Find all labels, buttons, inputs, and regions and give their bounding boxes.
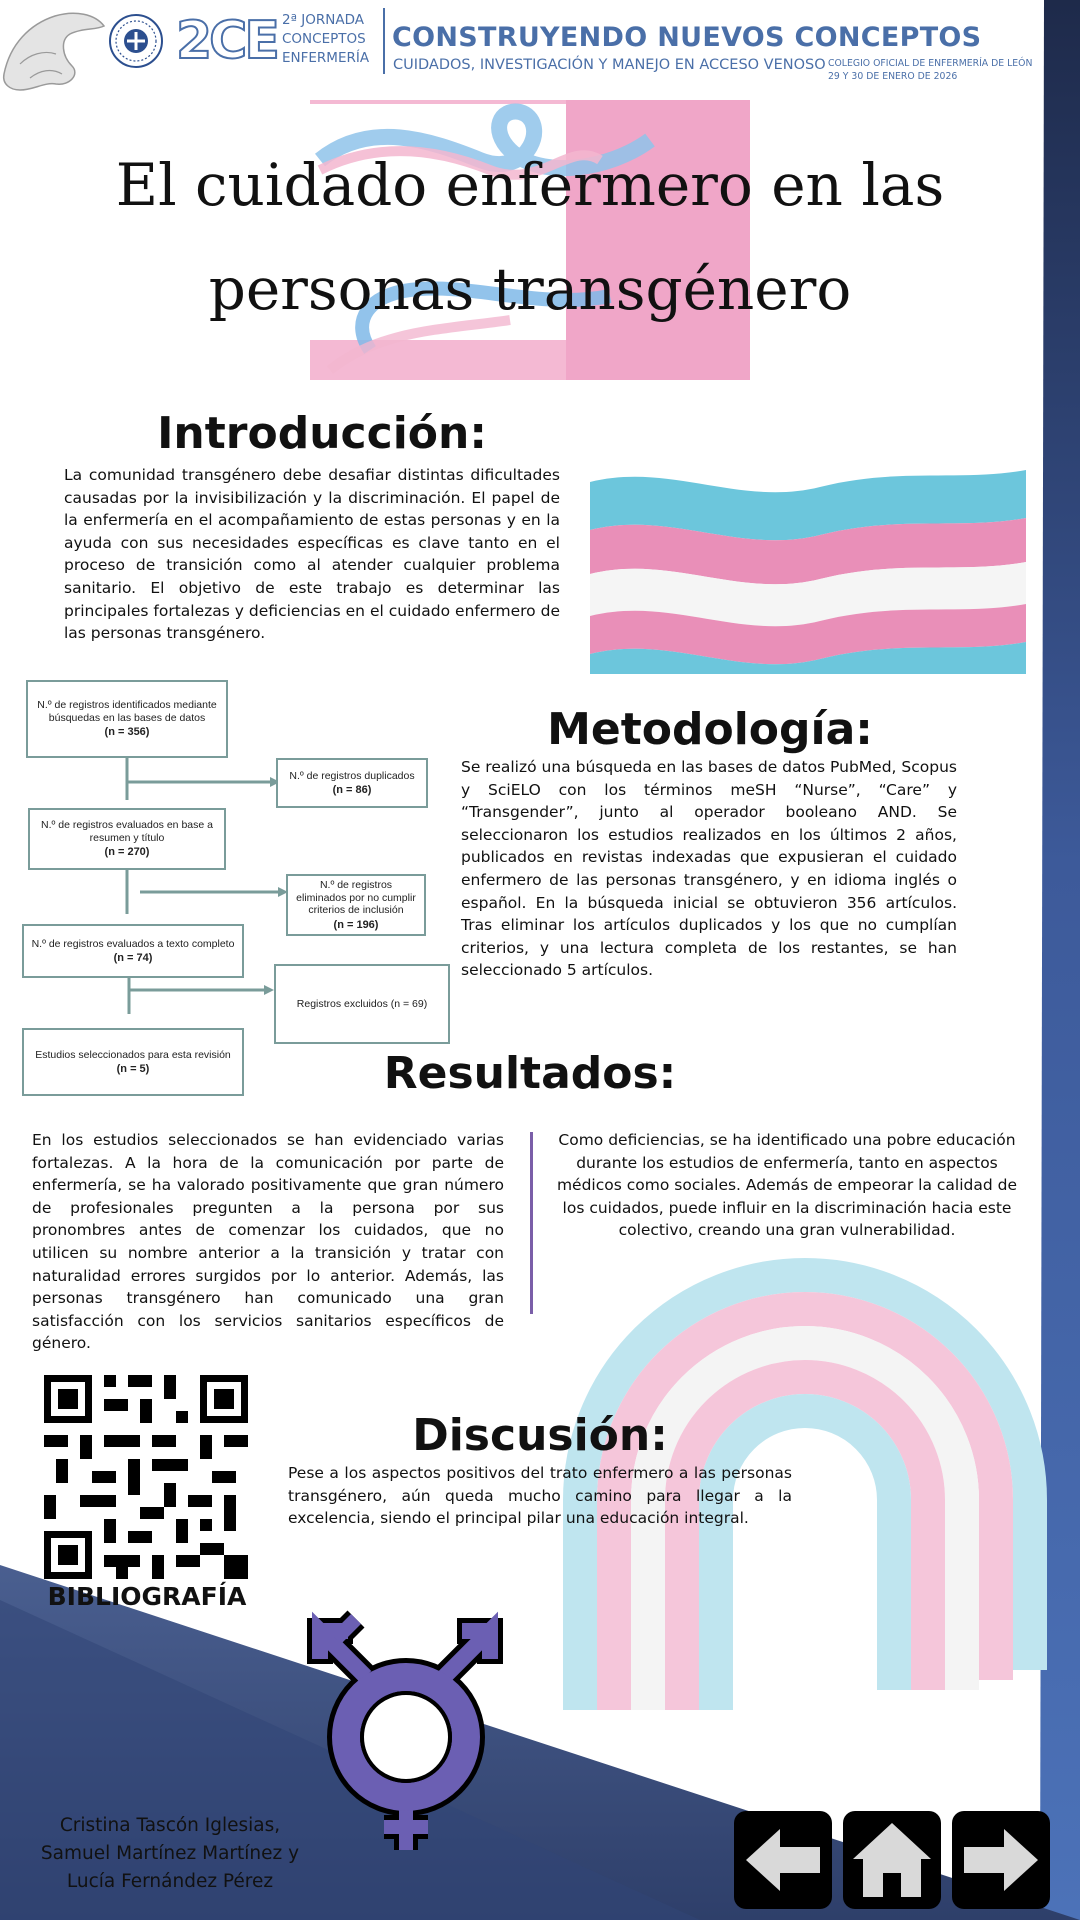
event-logo	[176, 12, 276, 72]
bibliografia-qr-code[interactable]	[44, 1375, 248, 1579]
flowchart-identified-count: (n = 356)	[104, 726, 150, 739]
bibliografia-label[interactable]: BIBLIOGRAFÍA	[47, 1582, 247, 1611]
author-3: Lucía Fernández Pérez	[66, 1871, 274, 1892]
introduccion-text: La comunidad transgénero debe desafiar distintas dificultades causadas por la invisibilización y la discriminación. El papel de la enfermería en el acompañamiento de estas personas y en la ayuda con sus necesidades específicas es clave tanto en el proceso de transición como al atender cualquier problema sanitario. El objetivo de este trabajo es determinar las principales fortalezas y deficiencias en el cuidado enfermero de las personas transgénero.	[64, 466, 560, 643]
event-logo-letters: 2CE	[176, 11, 277, 71]
home-button[interactable]	[843, 1811, 941, 1909]
college-seal-icon	[108, 12, 164, 70]
flowchart-box-fulltext	[22, 924, 244, 978]
flowchart-screened-label: N.º de registros evaluados en base a resumen y título	[41, 819, 213, 844]
discusion-text: Pese a los aspectos positivos del trato enfermero a las personas transgénero, aún queda mucho camino para llegar a la excelencia, siendo el principal pilar una educación integral.	[288, 1464, 792, 1528]
flowchart-box-screened	[28, 808, 226, 870]
jornada-line-1: 2ª JORNADA	[282, 12, 364, 28]
hands-illustration	[0, 4, 108, 92]
flowchart-box-identified	[26, 680, 228, 758]
flowchart-selected-count: (n = 5)	[116, 1063, 150, 1075]
metodologia-heading: Metodología:	[547, 704, 873, 755]
flowchart-box-duplicates	[276, 758, 428, 808]
flowchart-duplicates-count: (n = 86)	[332, 784, 372, 796]
jornada-line-3: ENFERMERÍA	[282, 50, 370, 66]
resultados-right-text: Como deficiencias, se ha identificado una pobre educación durante los estudios de enfermería, tanto en aspectos médicos como sociales. Además de empeorar la calidad de los cuidados, puede influir en la discriminación hacia este colectivo, creando una gran vulnerabilidad.	[556, 1131, 1018, 1240]
poster-title-line-1: El cuidado enfermero en las	[115, 151, 945, 219]
event-dates: 29 Y 30 DE ENERO DE 2026	[828, 71, 958, 82]
author-2: Samuel Martínez Martínez y	[40, 1843, 300, 1864]
prev-page-button[interactable]	[734, 1811, 832, 1909]
flowchart-box-selected	[22, 1028, 244, 1096]
jornada-line-2: CONCEPTOS	[282, 31, 366, 47]
authors-block	[20, 1812, 320, 1896]
poster-title-line-2: personas transgénero	[208, 255, 852, 323]
flowchart-identified-label: N.º de registros identificados mediante búsquedas en las bases de datos	[37, 699, 217, 724]
trans-flag-wave-image	[590, 452, 1026, 674]
resultados-divider	[530, 1132, 533, 1314]
flowchart-excluded-label: Registros excluidos (n = 69)	[296, 997, 428, 1010]
flowchart-duplicates-label: N.º de registros duplicados	[289, 769, 415, 782]
flowchart-selected-label: Estudios seleccionados para esta revisión	[35, 1048, 231, 1061]
flowchart-excluded-criteria-count: (n = 196)	[333, 918, 379, 931]
metodologia-text: Se realizó una búsqueda en las bases de datos PubMed, Scopus y SciELO con los términos meSH “Nurse”, “Care” y “Transgender”, junto al operador booleano AND. Se seleccionaron los estudios realizados en los últimos 2 años, publicados en revistas indexadas que expusieran el cuidado enfermero de las personas transgénero, y en idioma inglés o español. En la búsqueda inicial se obtuvieron 356 artículos. Tras eliminar los artículos duplicados y los que no cumplían criterios, y una lectura completa de los restantes, se han seleccionado 5 artículos.	[461, 758, 957, 980]
arrow-right-icon	[952, 1811, 1050, 1909]
next-page-button[interactable]	[952, 1811, 1050, 1909]
flowchart-box-excluded	[274, 964, 450, 1044]
flowchart-excluded-criteria-label: N.º de registros eliminados por no cumplir criterios de inclusión	[296, 879, 416, 916]
resultados-heading: Resultados:	[383, 1048, 677, 1099]
flowchart-fulltext-label: N.º de registros evaluados a texto completo	[31, 937, 235, 950]
arrow-left-icon	[734, 1811, 832, 1909]
title-ribbon-decoration	[310, 100, 750, 380]
introduccion-heading: Introducción:	[157, 408, 487, 459]
author-1: Cristina Tascón Iglesias,	[59, 1815, 281, 1836]
college-name: COLEGIO OFICIAL DE ENFERMERÍA DE LEÓN	[828, 58, 1033, 69]
flowchart-fulltext-count: (n = 74)	[113, 952, 153, 964]
event-subtitle: CUIDADOS, INVESTIGACIÓN Y MANEJO EN ACCESO VENOSO	[393, 57, 826, 73]
resultados-left-text: En los estudios seleccionados se han evidenciado varias fortalezas. A la hora de la comunicación por parte de enfermería, se ha valorado positivamente que gran número de profesionales pregunten a la persona por sus pronombres antes de comenzar los cuidados, que no utilicen su nombre anterior a la transición y tratar con naturalidad errores surgidos por lo anterior. Además, las personas transgénero han comunicado una gran satisfacción con los servicios sanitarios específicos de género.	[32, 1131, 504, 1353]
jornada-label	[282, 11, 369, 68]
flowchart-screened-count: (n = 270)	[104, 846, 150, 859]
discusion-heading: Discusión:	[412, 1410, 668, 1461]
event-title: CONSTRUYENDO NUEVOS CONCEPTOS	[392, 22, 982, 53]
flowchart-box-excluded-criteria	[286, 874, 426, 936]
transgender-symbol-icon	[290, 1595, 520, 1865]
home-icon	[843, 1811, 941, 1909]
